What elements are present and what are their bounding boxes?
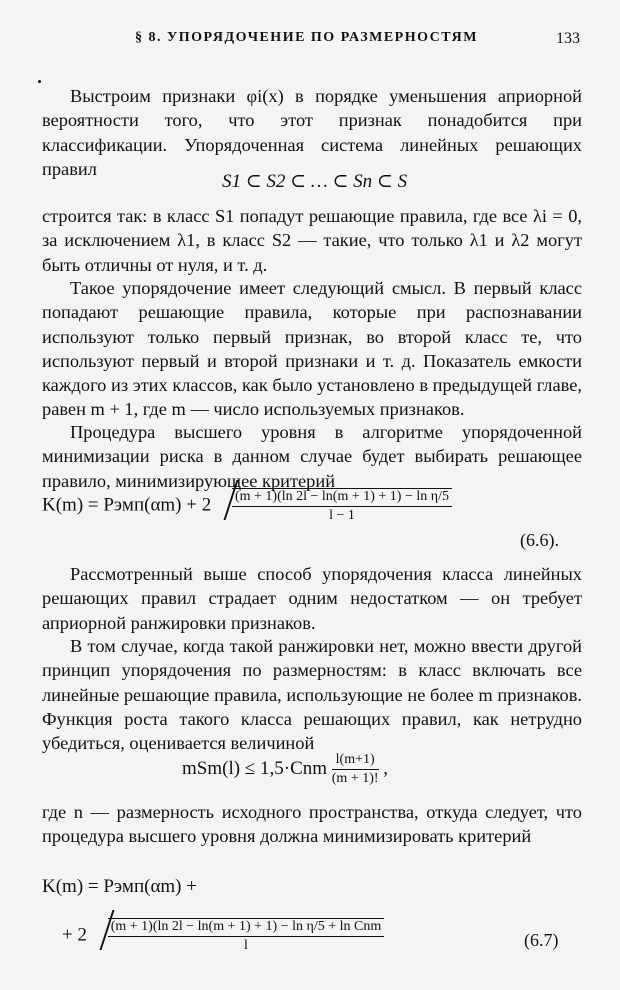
fraction: [108, 918, 385, 954]
fraction: [232, 488, 452, 524]
class-chain-formula: S1 ⊂ S2 ⊂ … ⊂ Sn ⊂ S: [222, 171, 408, 192]
paragraph-text: Рассмотренный выше способ упорядочения класса линейных решающих правил страдает одним недостатком — он требует априорной ранжировки признаков.: [42, 564, 582, 633]
paragraph-7: [42, 800, 582, 849]
denominator: l: [244, 938, 248, 953]
sqrt-sign: [216, 488, 452, 524]
equation-label-6-7: (6.7): [524, 930, 559, 950]
margin-mark: [38, 80, 41, 83]
paragraph-1: [42, 84, 582, 181]
equation-6-7-line-1: K(m) = Pэмп(αm) +: [42, 876, 197, 897]
formula-comma: ,: [383, 757, 389, 779]
growth-lhs: mSm(l) ≤ 1,5·Cnm: [182, 757, 328, 779]
growth-function-formula: [182, 752, 388, 787]
equation-6-7-line-2: [62, 918, 384, 954]
paragraph-text: Процедура высшего уровня в алгоритме упорядоченной минимизации риска в данном случае будет выбирать решающее правило, минимизирующее критерий: [42, 422, 582, 491]
running-header: [40, 30, 580, 54]
section-title: § 8. УПОРЯДОЧЕНИЕ ПО РАЗМЕРНОСТЯМ: [135, 30, 478, 45]
equation-lhs: + 2: [62, 924, 87, 946]
paragraph-text: Такое упорядочение имеет следующий смысл. В первый класс попадают решающие правила, которые при распознавании используют только первый признак, во второй класс те, что используют первый и второй признаки и т. д. Показатель емкости каждого из этих классов, как было установлено в предыдущей главе, равен m + 1, где m — число используемых признаков.: [42, 278, 582, 420]
paragraph-text: В том случае, когда такой ранжировки нет, можно ввести другой принцип упорядочения по размерностям: в класс включать все линейные решающие правила, использующие не более m признаков. Функция роста такого класса решающих правил, как нетрудно убедиться, оценивается величиной: [42, 636, 582, 754]
numerator: l(m+1): [332, 752, 379, 770]
paragraph-text: Выстроим признаки φi(x) в порядке уменьшения априорной вероятности того, что этот признак понадобится при классификации. Упорядоченная система линейных решающих правил: [42, 86, 582, 179]
paragraph-text: строится так: в класс S1 попадут решающие правила, где все λi = 0, за исключением λ1, в класс S2 — такие, что только λ1 и λ2 могут быть отличны от нуля, и т. д.: [42, 206, 582, 275]
numerator: (m + 1)(ln 2l − ln(m + 1) + 1) − ln η/5 + ln Cnm: [108, 918, 385, 937]
fraction: [332, 752, 379, 787]
equation-lhs: K(m) = Pэмп(αm) + 2: [42, 494, 212, 516]
denominator: (m + 1)!: [331, 771, 379, 786]
sqrt-sign: [92, 918, 385, 954]
equation-6-6: [42, 488, 452, 524]
paragraph-2: [42, 204, 582, 277]
numerator: (m + 1)(ln 2l − ln(m + 1) + 1) − ln η/5: [232, 488, 452, 507]
paragraph-5: [42, 562, 582, 635]
paragraph-4: [42, 420, 582, 493]
equation-label-6-6: (6.6).: [520, 530, 559, 550]
paragraph-6: [42, 634, 582, 755]
denominator: l − 1: [329, 508, 355, 523]
paragraph-text: где n — размерность исходного пространства, откуда следует, что процедура высшего уровня должна минимизировать критерий: [42, 802, 582, 847]
page-number: 133: [556, 30, 580, 47]
paragraph-3: [42, 276, 582, 422]
